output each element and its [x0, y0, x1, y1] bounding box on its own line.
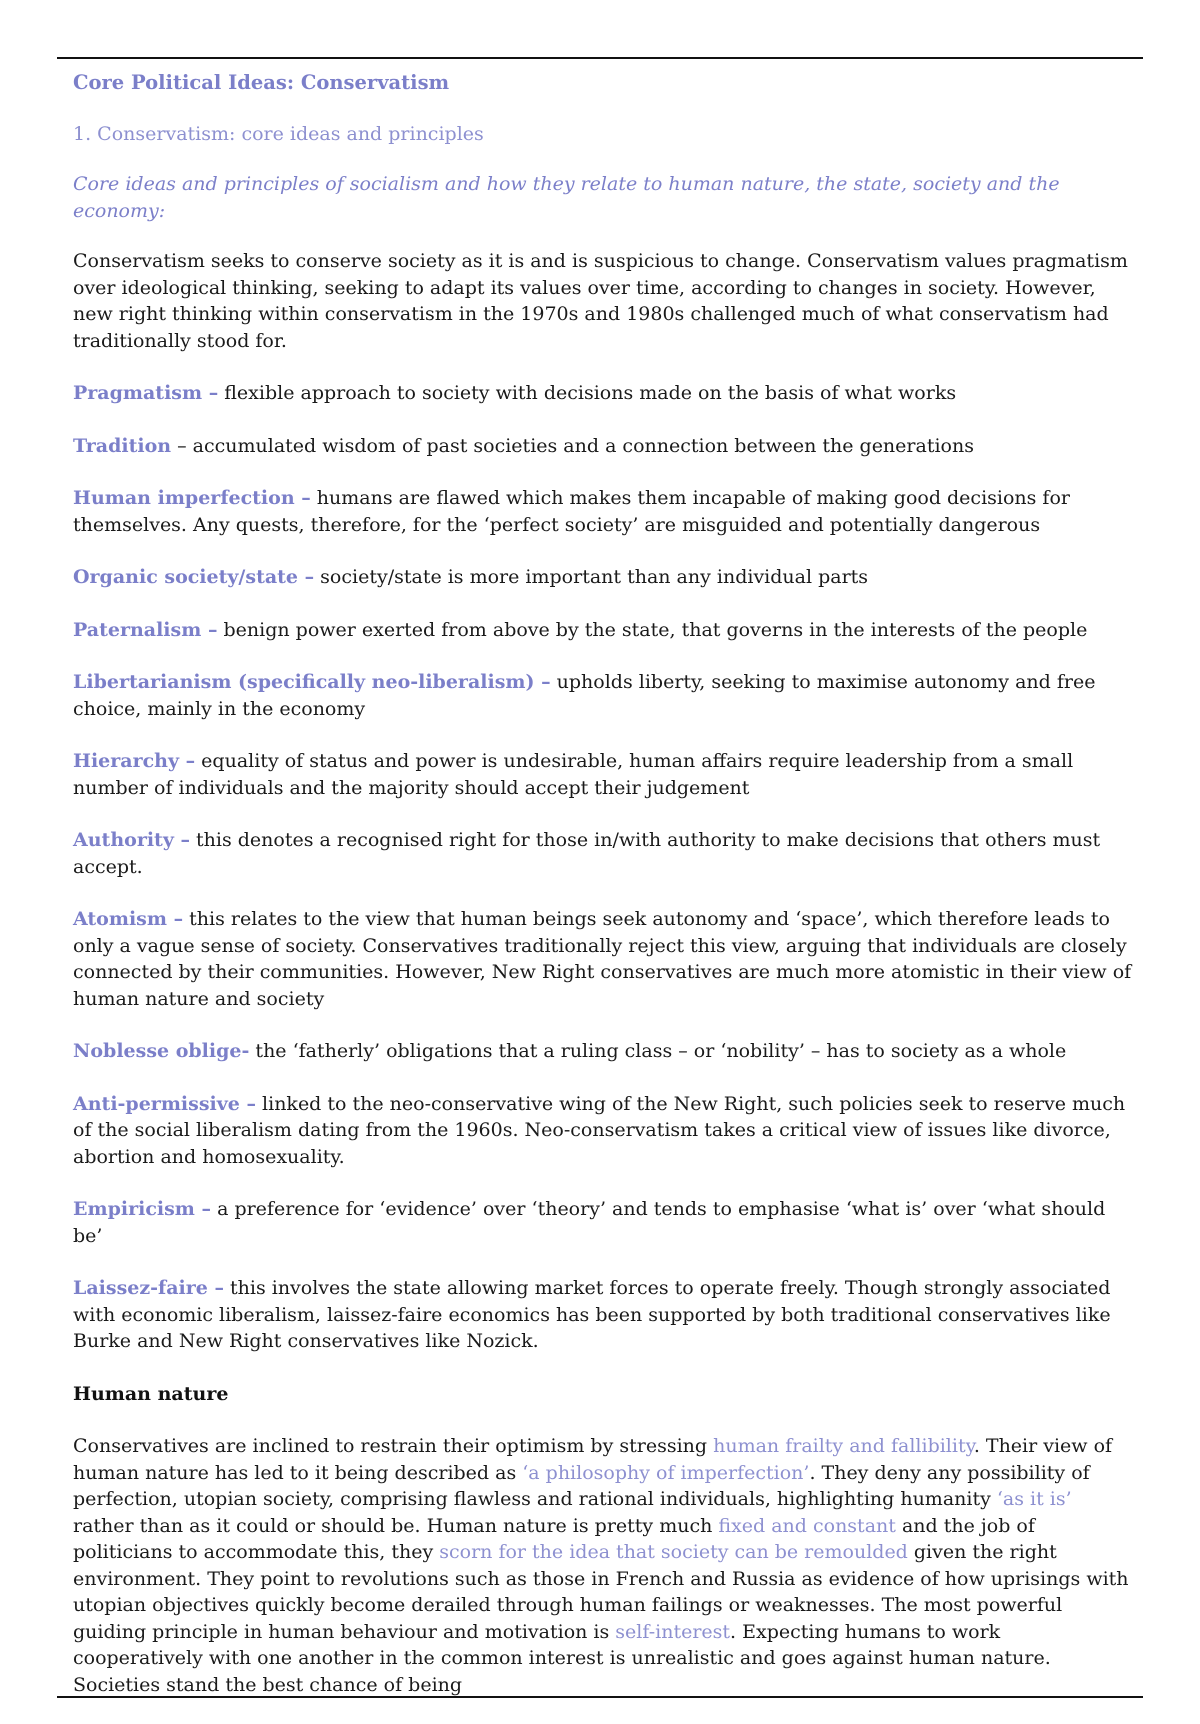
term-definition: linked to the neo-conservative wing of the New Right, such policies seek to reserve much of the social liberalism dating from the 1960s. Neo-conservatism takes a critical view of issues like divorce, abortion and homosexuality.	[73, 1092, 1126, 1168]
paragraph-text: . They deny any possibility of perfection, utopian society, comprising flawless and rational individuals, highlighting humanity	[73, 1461, 1090, 1510]
term-label: Organic society/state –	[73, 566, 315, 588]
highlighted-phrase: self-interest	[615, 1620, 731, 1643]
term-definition: benign power exerted from above by the state, that governs in the interests of the people	[217, 618, 1088, 641]
paragraph-text: Conservatives are inclined to restrain their optimism by stressing	[73, 1435, 714, 1457]
term-label: Laissez-faire –	[73, 1277, 224, 1299]
term-label: Authority –	[73, 829, 190, 851]
term-entry	[73, 1275, 1133, 1355]
section-subtitle: 1. Conservatism: core ideas and principles	[73, 122, 484, 145]
section-heading-human-nature: Human nature	[73, 1382, 229, 1405]
document-body	[73, 70, 1133, 1724]
top-rule	[57, 57, 1143, 59]
term-entry	[73, 748, 1133, 801]
term-definition: society/state is more important than any individual parts	[314, 566, 869, 588]
paragraph-text: given the right environment. They point to revolutions such as those in French and Russia as evidence of how uprisings with utopian objectives quickly become derailed through human failings or weaknesses. The most powerful guiding principle in human behaviour and motivation is	[73, 1541, 1129, 1643]
term-definition: this denotes a recognised right for those in/with authority to make decisions that others must accept.	[73, 829, 1101, 878]
term-entry	[73, 380, 1133, 407]
term-entry	[73, 617, 1133, 644]
term-entry	[73, 669, 1133, 722]
term-label: Hierarchy –	[73, 750, 196, 772]
paragraph-text: . Their view of human nature has led to it being described as	[73, 1435, 1113, 1484]
highlighted-phrase: fixed and constant	[718, 1514, 896, 1537]
highlighted-phrase: human frailty and fallibility	[713, 1435, 974, 1457]
paragraph-text: rather than as it could or should be. Human nature is pretty much	[73, 1514, 719, 1537]
term-label: Tradition	[73, 434, 172, 457]
term-definition: flexible approach to society with decisions made on the basis of what works	[218, 382, 957, 404]
highlighted-phrase: scorn for the idea that society can be remoulded	[439, 1541, 908, 1563]
document-title: Core Political Ideas: Conservatism	[73, 71, 450, 94]
term-label: Anti-permissive –	[73, 1092, 256, 1115]
term-definition: equality of status and power is undesirable, human affairs require leadership from a small number of individuals and the majority should accept their judgement	[73, 750, 1074, 799]
term-entry	[73, 564, 1133, 591]
term-label: Empiricism –	[73, 1198, 212, 1220]
term-definition: the ‘fatherly’ obligations that a ruling class – or ‘nobility’ – has to society as a whole	[249, 1040, 1067, 1062]
highlighted-phrase: ‘as it is’	[996, 1488, 1072, 1510]
term-entry	[73, 1091, 1133, 1171]
highlighted-phrase: ‘a philosophy of imperfection’	[522, 1461, 810, 1484]
term-label: Human imperfection –	[73, 487, 311, 509]
term-definition: upholds liberty, seeking to maximise autonomy and free choice, mainly in the economy	[73, 671, 1096, 720]
term-label: Atomism –	[73, 908, 184, 930]
human-nature-paragraph	[73, 1433, 1133, 1698]
term-label: Paternalism –	[73, 618, 218, 641]
term-definition: this involves the state allowing market forces to operate freely. Though strongly associated with economic liberalism, laissez-faire economics has been supported by both traditional conservatives like Burke and New Right conservatives like Nozick.	[73, 1277, 1111, 1352]
term-label: Noblesse oblige-	[73, 1040, 250, 1062]
term-label: Pragmatism –	[73, 382, 219, 404]
term-entry	[73, 827, 1133, 880]
term-entry	[73, 1196, 1133, 1249]
bottom-rule	[57, 1696, 1143, 1698]
term-definition: humans are flawed which makes them incapable of making good decisions for themselves. Any quests, therefore, for the ‘perfect society’ are misguided and potentially dangerous	[73, 487, 1070, 536]
term-entry	[73, 1038, 1133, 1065]
term-definition: this relates to the view that human beings seek autonomy and ‘space’, which therefore leads to only a vague sense of society. Conservatives traditionally reject this view, arguing that individuals are closely connected by their communities. However, New Right conservatives are much more atomistic in their view of human nature and society	[73, 908, 1132, 1010]
intro-heading: Core ideas and principles of socialism and how they relate to human nature, the state, society and the economy:	[73, 173, 1060, 222]
paragraph-text: and the job of politicians to accommodate this, they	[73, 1514, 1035, 1563]
term-definition: – accumulated wisdom of past societies and a connection between the generations	[171, 434, 974, 457]
term-entry	[73, 433, 1133, 460]
term-entry	[73, 906, 1133, 1012]
intro-paragraph: Conservatism seeks to conserve society as it is and is suspicious to change. Conservatism values pragmatism over ideological thinking, seeking to adapt its values over time, according to changes in society. However, new right thinking within conservatism in the 1970s and 1980s challenged much of what conservatism had traditionally stood for.	[73, 250, 1128, 352]
term-label: Libertarianism (specifically neo-liberalism) –	[73, 671, 551, 693]
paragraph-text: . Expecting humans to work cooperatively with one another in the common interest is unrealistic and goes against human nature. Societies stand the best chance of being	[73, 1620, 1051, 1696]
term-entry	[73, 485, 1133, 538]
term-definition: a preference for ‘evidence’ over ‘theory’ and tends to emphasise ‘what is’ over ‘what should be’	[73, 1198, 1106, 1247]
